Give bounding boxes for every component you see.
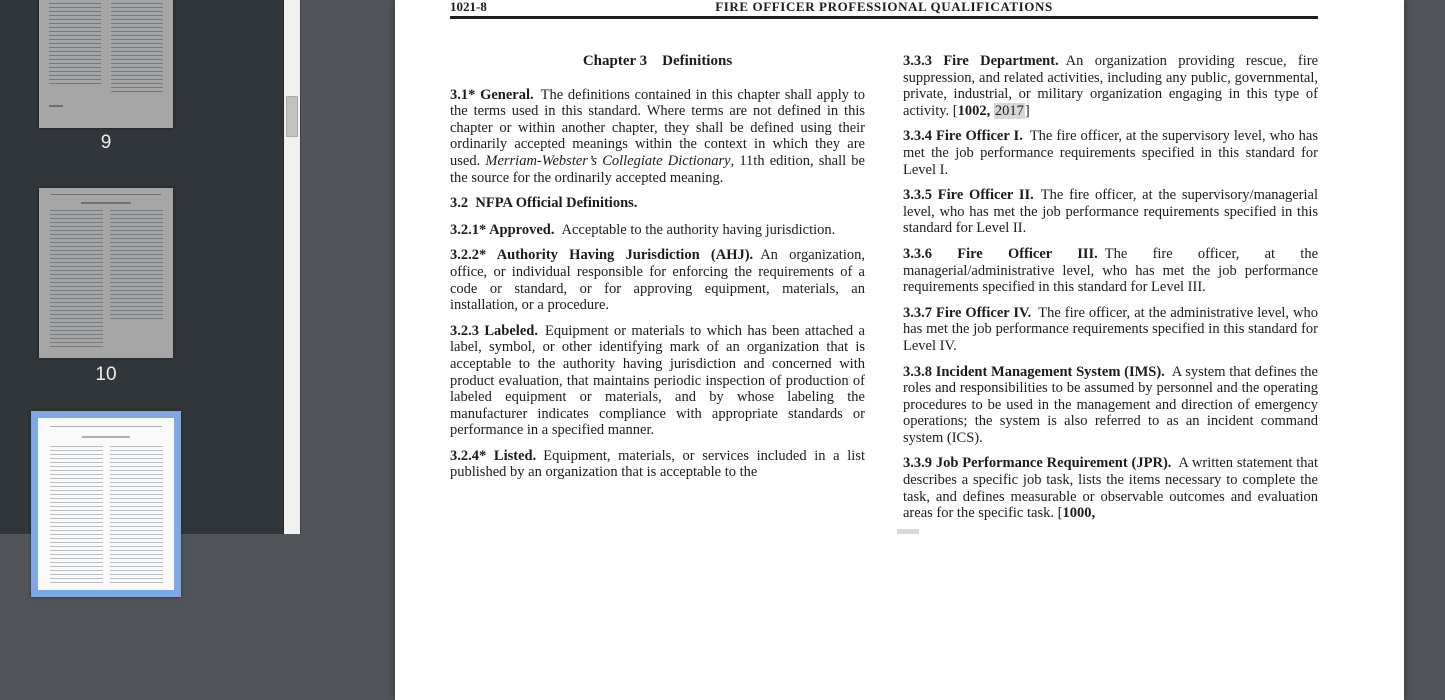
section-label: 3.2.3 Labeled.	[450, 322, 538, 339]
thumbnail-page-preview	[110, 210, 163, 320]
paragraph-3-3-5	[903, 187, 1318, 237]
section-body: Acceptable to the authority having jurisdiction.	[561, 221, 836, 238]
section-body: A system that defines the roles and responsibilities to be assumed by personnel and the operating procedures to be used in the management and direction of emergency operations; the system is also referred to as an incident command system (ICS).	[903, 363, 1318, 446]
section-body: The definitions contained in this chapter shall apply to the terms used in this standard. Where terms are not defined in this chapter or within another chapter, they shall be defined using their ordinarily accepted meanings within the context in which they are used.	[450, 86, 865, 169]
page-thumbnail-selected[interactable]	[31, 411, 181, 597]
section-label: 3.3.6 Fire Officer III.	[903, 245, 1098, 262]
pdf-page	[395, 0, 1404, 700]
thumbnail-label-10: 10	[95, 364, 117, 385]
citation-number: 1002,	[957, 102, 991, 119]
page-thumbnail-9[interactable]	[39, 0, 173, 128]
section-label: 3.3.3 Fire Department.	[903, 53, 1059, 69]
section-body: The fire officer, at the supervisory level, who has met the job performance requirements specified in this standard for Level I.	[903, 128, 1318, 178]
section-body: The fire officer, at the managerial/administrative level, who has met the job performance requirements specified in this standard for Level III.	[903, 245, 1318, 296]
left-column	[450, 53, 865, 531]
section-body: The fire officer, at the administrative level, who has met the job performance requirements specified in this standard for Level IV.	[903, 304, 1318, 354]
paragraph-3-2-1	[450, 222, 865, 239]
heading-3-2: 3.2 NFPA Official Definitions.	[450, 195, 638, 212]
section-label: 3.2.4* Listed.	[450, 447, 537, 464]
section-body: Equipment or materials to which has been attached a label, symbol, or other identifying mark of an organization that is acceptable to the authority having jurisdiction and concerned with product evaluation, that maintains periodic inspection of production of labeled equipment or materials, and by whose labeling the manufacturer indicates compliance with appropriate standards or performance in a specified manner.	[450, 322, 865, 439]
page-content	[450, 0, 1318, 531]
section-label: 3.3.7 Fire Officer IV.	[903, 304, 1032, 321]
citation-number: 1000,	[1062, 505, 1096, 522]
paragraph-3-3-8	[903, 364, 1318, 447]
section-body: Equipment, materials, or services included in a list published by an organization that is acceptable to the	[450, 447, 865, 481]
section-body: The fire officer, at the supervisory/managerial level, who has met the job performance requirements specified in this standard for Level II.	[903, 187, 1318, 237]
thumbnail-page-preview	[110, 446, 163, 586]
page-thumbnail-10[interactable]	[39, 188, 173, 358]
thumbnail-page-preview	[81, 202, 131, 204]
paragraph-3-3-6	[903, 246, 1318, 296]
section-body: A written statement that describes a specific job task, lists the items necessary to complete the task, and defines measurable or observable outcomes and evaluation areas for the specific task.	[903, 455, 1318, 522]
section-body: An organization providing rescue, fire suppression, and related activities, including any public, governmental, private, industrial, or military organization engaging in this type of activity.	[903, 53, 1319, 119]
page-number: 1021-8	[450, 0, 487, 14]
section-label: 3.3.8 Incident Management System (IMS).	[903, 363, 1165, 380]
paragraph-3-2-2	[450, 247, 865, 313]
paragraph-3-3-3	[903, 53, 1318, 119]
citation-bracket: [	[1057, 505, 1063, 522]
section-label: 3.3.4 Fire Officer I.	[903, 128, 1023, 145]
header-rule	[450, 16, 1318, 19]
thumbnail-sidebar	[0, 0, 283, 534]
paragraph-3-1	[450, 87, 865, 187]
thumbnail-page-preview	[50, 426, 162, 427]
citation-year-link-partial[interactable]	[897, 529, 919, 534]
citation-bracket: ]	[1024, 102, 1030, 119]
thumbnail-page-preview	[82, 436, 130, 438]
thumbnail-page-preview	[49, 105, 63, 107]
chapter-heading: Chapter 3 Definitions	[582, 53, 733, 69]
citation-year-link[interactable]: 2017	[994, 102, 1024, 119]
right-column	[903, 53, 1318, 531]
paragraph-3-3-4	[903, 128, 1318, 178]
running-head	[450, 0, 1318, 12]
section-label: 3.3.9 Job Performance Requirement (JPR).	[903, 455, 1172, 472]
paragraph-3-3-9	[903, 455, 1318, 521]
section-label: 3.3.5 Fire Officer II.	[903, 187, 1034, 204]
paragraph-3-2-4	[450, 448, 865, 481]
paragraph-3-3-7	[903, 305, 1318, 355]
citation-bracket: [	[952, 102, 958, 119]
thumbnail-page-preview	[111, 3, 163, 93]
thumbnail-page-preview	[50, 446, 103, 586]
thumbnail-page-preview	[50, 210, 103, 347]
document-title: FIRE OFFICER PROFESSIONAL QUALIFICATIONS	[715, 0, 1053, 14]
sidebar-scrollbar-thumb[interactable]	[286, 96, 298, 137]
thumbnail-page-preview	[51, 194, 161, 195]
sidebar-scrollbar-track[interactable]	[283, 0, 301, 534]
section-body: An organization, office, or individual responsible for enforcing the requirements of a code or standard, or for approving equipment, materials, an installation, or a procedure.	[450, 247, 865, 314]
thumbnail-label-9: 9	[100, 132, 112, 153]
thumbnail-page-preview	[49, 3, 101, 85]
paragraph-3-2-3	[450, 323, 865, 439]
section-label: 3.2.1* Approved.	[450, 221, 555, 238]
section-label: 3.2.2* Authority Having Jurisdiction (AHJ).	[450, 247, 754, 264]
italic-reference: Merriam-Webster’s Collegiate Dictionary	[485, 152, 731, 169]
section-label: 3.1* General.	[450, 86, 534, 103]
section-body: , 11th edition, shall be the source for the ordinarily accepted meaning.	[450, 152, 865, 186]
